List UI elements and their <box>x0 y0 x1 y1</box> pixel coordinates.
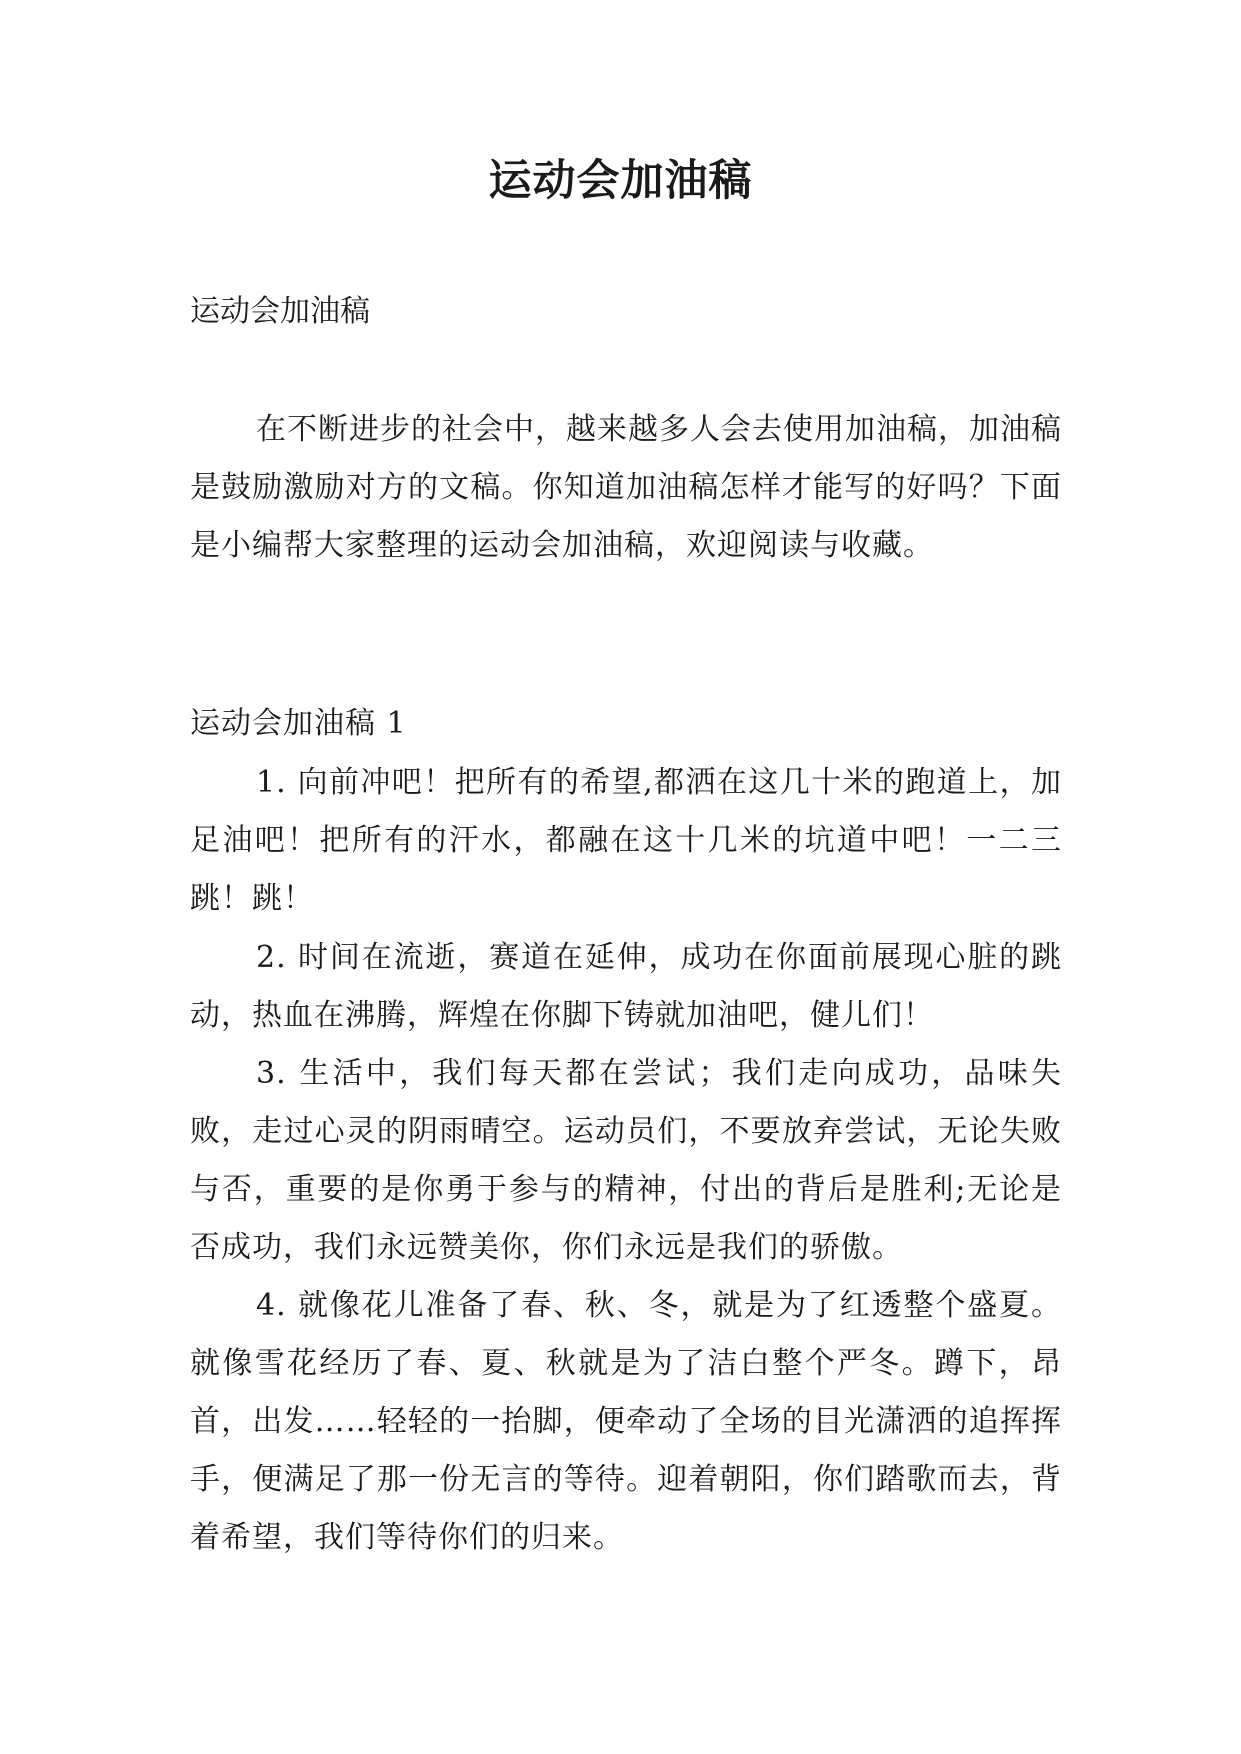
cheer-item-1: 1. 向前冲吧！把所有的希望,都洒在这几十米的跑道上，加足油吧！把所有的汗水，都融在这十几米的坑道中吧！一二三跳！跳！ <box>190 765 1062 916</box>
document-title: 运动会加油稿 <box>488 156 753 206</box>
document-subtitle: 运动会加油稿 <box>190 294 370 329</box>
cheer-item-2: 2. 时间在流逝，赛道在延伸，成功在你面前展现心脏的跳动，热血在沸腾，辉煌在你脚下铸就加油吧，健儿们！ <box>190 940 1062 1033</box>
section-heading: 运动会加油稿 1 <box>190 706 407 741</box>
cheer-item-4: 4. 就像花儿准备了春、秋、冬，就是为了红透整个盛夏。就像雪花经历了春、夏、秋就是为了洁白整个严冬。蹲下，昂首，出发……轻轻的一抬脚，便牵动了全场的目光潇洒的追挥挥手，便满足了那一份无言的等待。迎着朝阳，你们踏歌而去，背着希望，我们等待你们的归来。 <box>190 1288 1062 1555</box>
intro-paragraph: 在不断进步的社会中，越来越多人会去使用加油稿，加油稿是鼓励激励对方的文稿。你知道加油稿怎样才能写的好吗？下面是小编帮大家整理的运动会加油稿，欢迎阅读与收藏。 <box>190 412 1062 563</box>
cheer-item-3: 3. 生活中，我们每天都在尝试；我们走向成功，品味失败，走过心灵的阴雨晴空。运动员们，不要放弃尝试，无论失败与否，重要的是你勇于参与的精神，付出的背后是胜利;无论是否成功，我们永远赞美你，你们永远是我们的骄傲。 <box>190 1056 1062 1265</box>
